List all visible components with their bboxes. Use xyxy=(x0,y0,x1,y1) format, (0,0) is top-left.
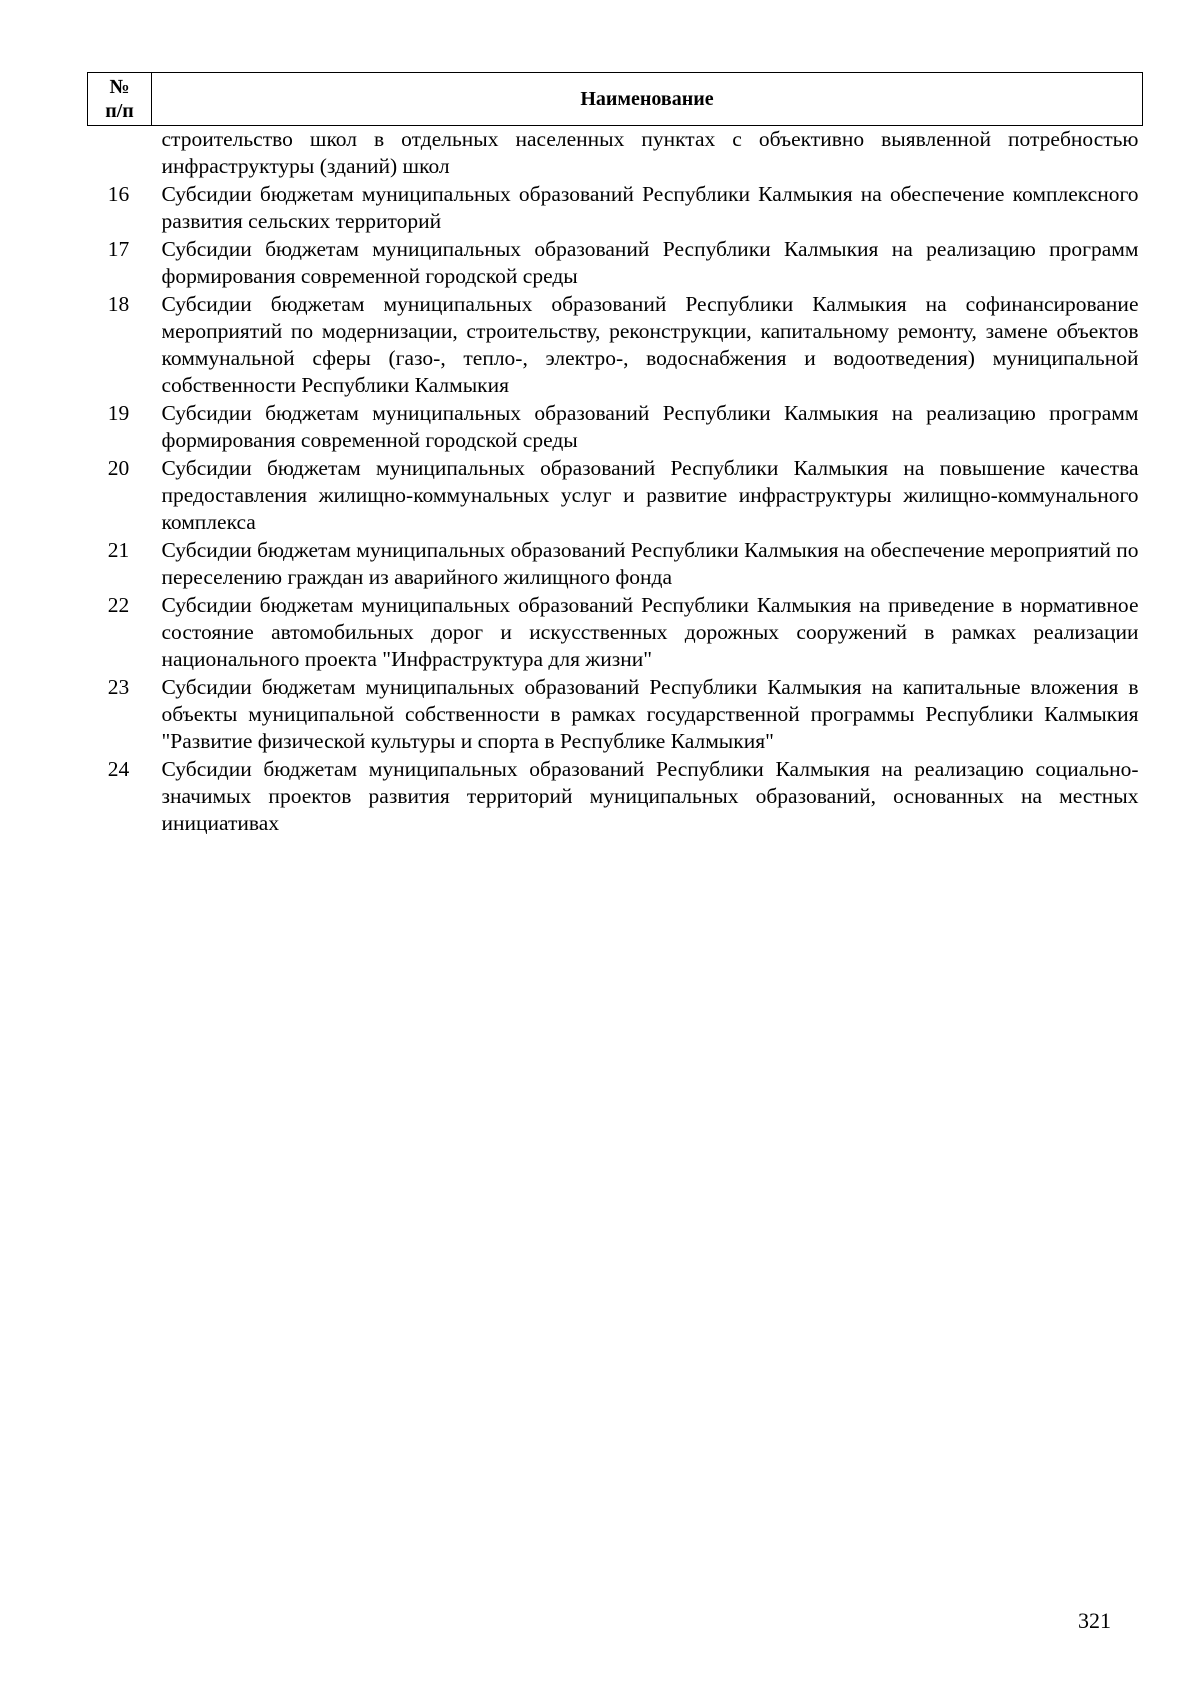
header-name: Наименование xyxy=(152,73,1143,126)
table-row xyxy=(88,455,1143,537)
row-text: Субсидии бюджетам муниципальных образований Республики Калмыкия на реализацию социально-значимых проектов развития территорий муниципальных образований, основанных на местных инициативах xyxy=(161,757,1139,835)
row-text: Субсидии бюджетам муниципальных образований Республики Калмыкия на повышение качества предоставления жилищно-коммунальных услуг и развитие инфраструктуры жилищно-коммунального комплекса xyxy=(161,456,1139,534)
row-number: 24 xyxy=(107,757,130,781)
row-number xyxy=(88,126,152,182)
table-row xyxy=(88,291,1143,400)
table-header-row xyxy=(88,73,1143,126)
row-number: 19 xyxy=(107,401,130,425)
header-number xyxy=(88,73,152,126)
row-number: 17 xyxy=(107,237,130,261)
table-row xyxy=(88,592,1143,674)
row-number: 21 xyxy=(107,538,130,562)
row-text: Субсидии бюджетам муниципальных образований Республики Калмыкия на софинансирование мероприятий по модернизации, строительству, реконструкции, капитальному ремонту, замене объектов коммунальной сферы (газо-, тепло-, электро-, водоснабжения и водоотведения) муниципальной собственности Республики Калмыкия xyxy=(161,292,1139,397)
row-text: строительство школ в отдельных населенных пунктах с объективно выявленной потребностью инфраструктуры (зданий) школ xyxy=(161,127,1139,178)
row-number: 23 xyxy=(107,675,130,699)
row-text: Субсидии бюджетам муниципальных образований Республики Калмыкия на приведение в нормативное состояние автомобильных дорог и искусственных дорожных сооружений в рамках реализации национального проекта "Инфраструктура для жизни" xyxy=(161,593,1139,671)
table-row xyxy=(88,400,1143,455)
row-text: Субсидии бюджетам муниципальных образований Республики Калмыкия на обеспечение мероприятий по переселению граждан из аварийного жилищного фонда xyxy=(161,538,1139,589)
row-number: 16 xyxy=(107,182,130,206)
row-text: Субсидии бюджетам муниципальных образований Республики Калмыкия на капитальные вложения в объекты муниципальной собственности в рамках государственной программы Республики Калмыкия "Развитие физической культуры и спорта в Республике Калмыкия" xyxy=(161,675,1139,753)
row-number: 22 xyxy=(107,593,130,617)
table-row xyxy=(88,537,1143,592)
row-text: Субсидии бюджетам муниципальных образований Республики Калмыкия на реализацию программ формирования современной городской среды xyxy=(161,401,1139,452)
row-text: Субсидии бюджетам муниципальных образований Республики Калмыкия на обеспечение комплексного развития сельских территорий xyxy=(161,182,1139,233)
row-number: 18 xyxy=(107,292,130,316)
table-row xyxy=(88,126,1143,182)
subsidies-table xyxy=(87,72,1143,838)
table-row xyxy=(88,181,1143,236)
table-row xyxy=(88,674,1143,756)
header-number-symbol: № xyxy=(109,76,130,98)
header-number-abbr: п/п xyxy=(105,100,134,122)
row-number: 20 xyxy=(107,456,130,480)
row-text: Субсидии бюджетам муниципальных образований Республики Калмыкия на реализацию программ формирования современной городской среды xyxy=(161,237,1139,288)
table-row xyxy=(88,236,1143,291)
page-number: 321 xyxy=(1078,1608,1111,1633)
table-row xyxy=(88,756,1143,838)
